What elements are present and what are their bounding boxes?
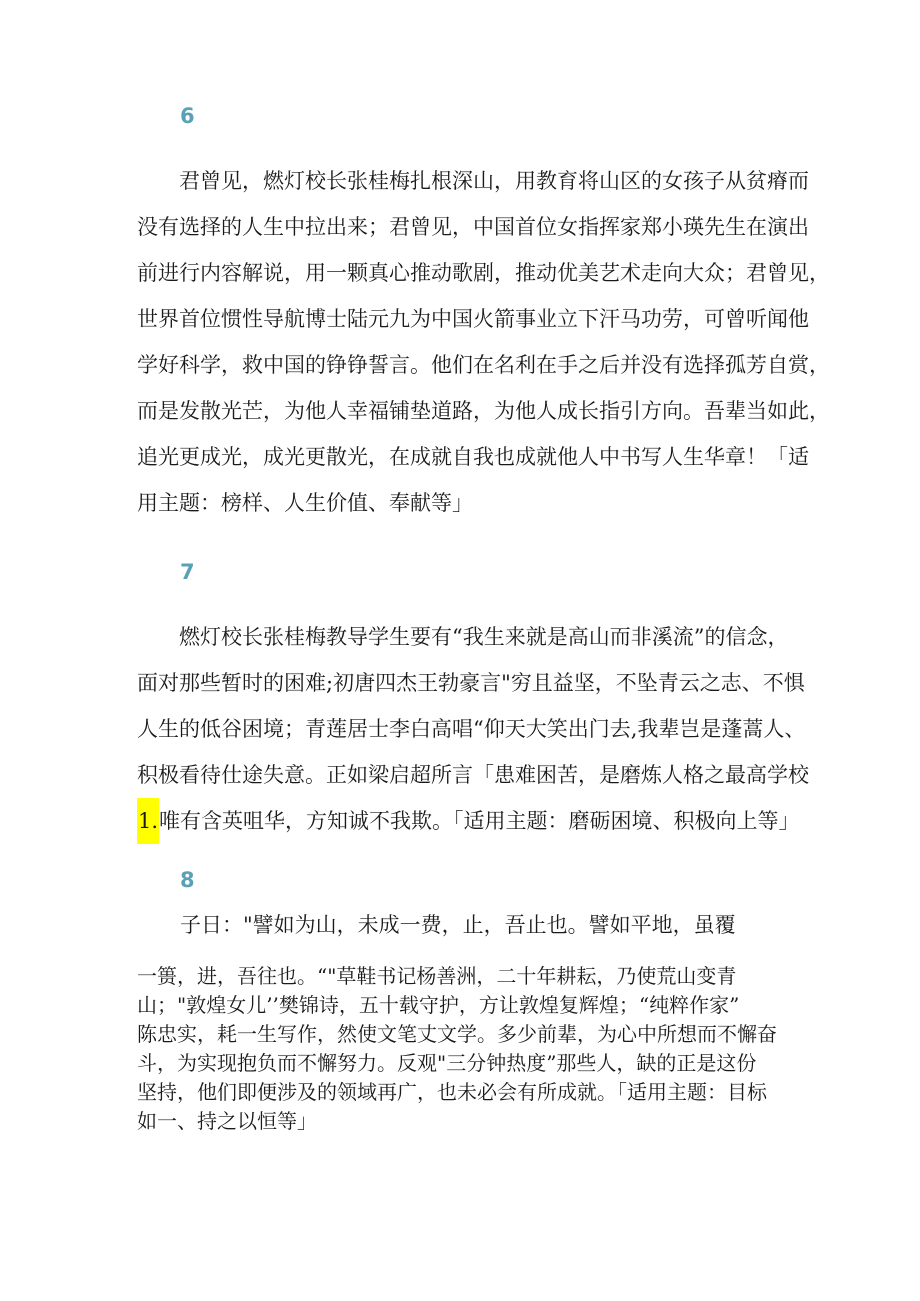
paragraph-6 (137, 158, 830, 526)
paragraph-line: 而是发散光芒，为他人幸福铺垫道路，为他人成长指引方向。吾辈当如此， (137, 399, 830, 423)
paragraph-line: 燃灯校长张桂梅教导学生要有“我生来就是高山而非溪流”的信念， (179, 625, 789, 649)
paragraph-line: 追光更成光，成光更散光，在成就自我也成就他人中书写人生华章！「适 (137, 445, 809, 469)
highlighted-list-marker: 1. (137, 798, 159, 844)
paragraph-line: 人生的低谷困境；青莲居士李白高唱“仰天大笑出门去,我辈岂是蓬蒿人、 (137, 717, 806, 741)
paragraph-line: 斗，为实现抱负而不懈努力。反观"三分钟热度”那些人，缺的正是这份 (137, 1051, 757, 1075)
section-number-8: 8 (180, 868, 195, 892)
paragraph-line: 一篑，进，吾往也。“"草鞋书记杨善洲，二十年耕耘，乃使荒山变青 (137, 964, 737, 988)
paragraph-line: 如一、持之以恒等」 (137, 1109, 317, 1133)
paragraph-line: 君曾见，燃灯校长张桂梅扎根深山，用教育将山区的女孩子从贫瘠而 (179, 169, 809, 193)
section-number-7: 7 (180, 560, 195, 584)
paragraph-line: 陈忠实，耗一生写作，然使文笔丈文学。多少前辈，为心中所想而不懈奋 (137, 1022, 777, 1046)
paragraph-8-first-line: 子日："譬如为山，未成一费，止，吾止也。譬如平地，虽覆 (180, 913, 736, 937)
paragraph-line: 1.唯有含英咀华，方知诚不我欺。「适用主题：磨砺困境、积极向上等」 (137, 798, 787, 844)
paragraph-line: 学好科学，救中国的铮铮誓言。他们在名利在手之后并没有选择孤芳自赏， (137, 353, 830, 377)
paragraph-line: 世界首位惯性导航博士陆元九为中国火箭事业立下汗马功劳，可曾听闻他 (137, 307, 809, 331)
paragraph-line: 山；"敦煌女儿’’樊锦诗，五十载守护，方让敦煌复辉煌；“纯粹作家” (137, 993, 740, 1017)
paragraph-line: 坚持，他们即便涉及的领域再广，也未必会有所成就。「适用主题：目标 (137, 1080, 767, 1104)
paragraph-line: 没有选择的人生中拉出来；君曾见，中国首位女指挥家郑小瑛先生在演出 (137, 215, 809, 239)
paragraph-line: 前进行内容解说，用一颗真心推动歌剧，推动优美艺术走向大众；君曾见， (137, 261, 830, 285)
section-number-6: 6 (180, 104, 195, 128)
paragraph-line: 用主题：榜样、人生价值、奉献等」 (137, 491, 473, 515)
paragraph-8 (137, 962, 787, 1136)
paragraph-7 (137, 614, 809, 844)
paragraph-line: 面对那些暂时的困难;初唐四杰王勃豪言"穷且益坚，不坠青云之志、不惧 (137, 671, 805, 695)
paragraph-line: 积极看待仕途失意。正如梁启超所言「患难困苦，是磨炼人格之最高学校 (137, 763, 809, 787)
